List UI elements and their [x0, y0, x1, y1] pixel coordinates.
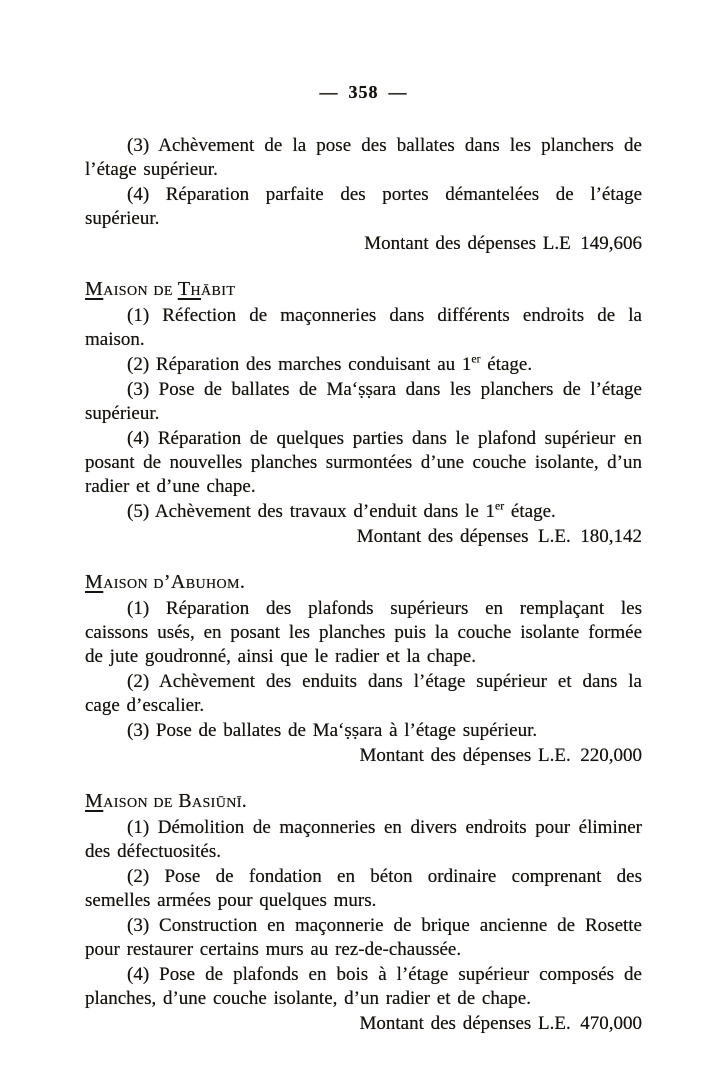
body-paragraph: (2) Réparation des marches conduisant au 1er étage. — [127, 352, 533, 375]
body-paragraph: (2) Achèvement des enduits dans l’étage supérieur et dans la cage d’escalier. — [85, 671, 642, 716]
section-heading: Maison de Thābit — [85, 278, 236, 300]
body-paragraph: (3) Pose de ballates de Ma‘ṣṣara à l’étage supérieur. — [127, 720, 538, 741]
expense-total-line: Montant des dépenses L.E. 180,142 — [356, 526, 642, 547]
body-paragraph: (1) Réparation des plafonds supérieurs en remplaçant les caissons usés, en posant les planches puis la couche isolante formée de jute goudronné, ainsi que le radier et la chape. — [85, 598, 642, 667]
expense-total-line: Montant des dépenses L.E. 220,000 — [359, 745, 642, 766]
body-paragraph: (4) Pose de plafonds en bois à l’étage supérieur composés de planches, d’une couche isolante, d’un radier et de chape. — [85, 964, 642, 1009]
body-paragraph: (1) Réfection de maçonneries dans différents endroits de la maison. — [85, 305, 642, 350]
section-heading: Maison d’Abuhom. — [85, 571, 246, 593]
body-paragraph: (1) Démolition de maçonneries en divers endroits pour éliminer des défectuosités. — [85, 817, 642, 862]
underlined-letters: Th — [177, 278, 202, 300]
body-paragraph: (5) Achèvement des travaux d’enduit dans le 1er étage. — [127, 499, 556, 522]
underlined-letters: M — [85, 790, 104, 812]
ordinal-superscript: er — [471, 352, 481, 366]
underlined-letters: M — [85, 278, 104, 300]
body-paragraph: (3) Construction en maçonnerie de brique ancienne de Rosette pour restaurer certains murs au rez-de-chaussée. — [85, 915, 642, 960]
page-number: — 358 — — [319, 82, 408, 102]
ordinal-superscript: er — [495, 499, 505, 513]
body-paragraph: (3) Pose de ballates de Ma‘ṣṣara dans les planchers de l’étage supérieur. — [85, 379, 642, 424]
body-paragraph: (2) Pose de fondation en béton ordinaire comprenant des semelles armées pour quelques murs. — [85, 866, 642, 911]
body-paragraph: (4) Réparation de quelques parties dans le plafond supérieur en posant de nouvelles planches surmontées d’une couche isolante, d’un radier et d’une chape. — [85, 428, 642, 497]
underlined-letters: M — [85, 571, 104, 593]
section-heading: Maison de Basiūnī. — [85, 790, 248, 812]
body-paragraph: (4) Réparation parfaite des portes démantelées de l’étage supérieur. — [85, 184, 642, 229]
body-paragraph: (3) Achèvement de la pose des ballates dans les planchers de l’étage supérieur. — [85, 135, 642, 180]
expense-total-line: Montant des dépenses L.E 149,606 — [364, 233, 642, 254]
page-content — [85, 0, 642, 1036]
expense-total-line: Montant des dépenses L.E. 470,000 — [359, 1013, 642, 1034]
